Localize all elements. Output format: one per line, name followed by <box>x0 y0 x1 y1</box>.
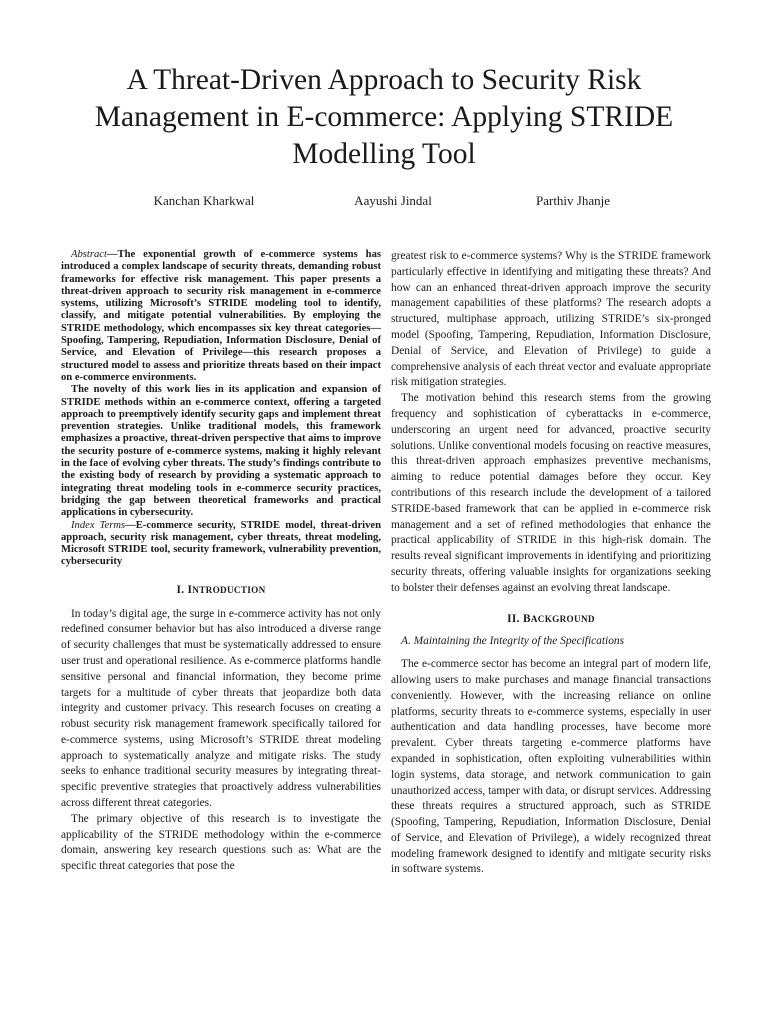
section-title-rest: ACKGROUND <box>530 613 595 624</box>
body-paragraph: The e-commerce sector has become an integral part of modern life, allowing users to make purchases and manage financial transactions conveniently. However, with the increasing reliance on online platforms, security threats to e-commerce systems, especially in user authentication and data handling processes, have become more prevalent. Cyber threats targeting e-commerce platforms have expanded in sophistication, often exploiting vulnerabilities within login systems, data storage, and network communication to gain unauthorized access, tamper with data, or disrupt services. Addressing these threats requires a structured approach, such as STRIDE (Spoofing, Tampering, Repudiation, Information Disclosure, Denial of Service, and Elevation of Privilege), a widely recognized threat modeling framework designed to identify and mitigate security risks in software systems. <box>391 658 711 876</box>
section-heading-introduction <box>61 583 381 599</box>
subsection-heading: A. Maintaining the Integrity of the Specifications <box>401 635 625 648</box>
body-paragraph: The primary objective of this research is to investigate the applicability of the STRIDE methodology within the e-commerce domain, answering key research questions such as: What are the specific threat categories that pose the <box>61 812 381 873</box>
author-name: Parthiv Jhanje <box>535 193 611 208</box>
author-name: Kanchan Kharkwal <box>153 193 255 208</box>
body-paragraph: In today’s digital age, the surge in e-commerce activity has not only redefined consumer behavior but has also introduced a diverse range of security challenges that must be systematically addressed to ensure user trust and operational resilience. As e-commerce platforms handle sensitive personal and financial information, they become prime targets for a multitude of cyber threats that jeopardize both data integrity and customer privacy. This research focuses on creating a robust security risk management framework specifically tailored for e-commerce systems, using Microsoft’s STRIDE threat modeling approach to systematically analyze and mitigate risks. The study seeks to enhance traditional security measures by integrating threat-specific preventive strategies that proactively address vulnerabilities across different threat categories. <box>61 607 381 810</box>
right-column <box>391 249 711 878</box>
section-title-rest: NTRODUCTION <box>192 584 266 595</box>
section-numeral: II. <box>507 612 520 625</box>
body-paragraph: greatest risk to e-commerce systems? Why is the STRIDE framework particularly effective in identifying and mitigating these threats? And how can an enhanced threat-driven approach improve the security management capabilities of these platforms? The research adopts a structured, multiphase approach, utilizing STRIDE’s six-pronged model (Spoofing, Tampering, Repudiation, Information Disclosure, Denial of Service, and Elevation of Privilege) to guide a comprehensive analysis of each threat vector and evaluate appropriate risk mitigation strategies. <box>391 250 711 389</box>
index-terms-label: Index Terms <box>71 519 126 531</box>
author-list <box>0 193 768 211</box>
abstract-paragraph: The novelty of this work lies in its application and expansion of STRIDE methods within an e-commerce context, offering a targeted approach to preemptively identify security gaps and implement threat prevention strategies. Unlike traditional models, this framework emphasizes a proactive, threat-driven perspective that aims to improve the security posture of e-commerce systems, making it highly relevant in the face of evolving cyber threats. The study’s findings contribute to the existing body of research by providing a systematic approach to integrating threat modeling tools in e-commerce security practices, bridging the gap between theoretical frameworks and practical applications in cybersecurity. <box>61 384 381 519</box>
abstract-label: Abstract <box>71 249 107 260</box>
left-column <box>61 249 381 875</box>
section-heading-background <box>391 612 711 628</box>
abstract <box>61 249 381 569</box>
body-paragraph: The motivation behind this research stems from the growing frequency and sophistication of cyberattacks in e-commerce, underscoring an urgent need for advanced, proactive security solutions. Unlike conventional models focusing on reactive measures, this threat-driven approach emphasizes preventive mechanisms, aiming to reduce potential damages before they occur. Key contributions of this research include the development of a tailored STRIDE-based framework that can be applied in e-commerce risk management and a set of refined methodologies that enhance the practical applicability of STRIDE in this high-risk domain. The results reveal significant improvements in identifying and prioritizing security threats, offering valuable insights for organizations seeking to bolster their defenses against an evolving threat landscape. <box>391 392 711 594</box>
section-title-initial: I <box>187 583 193 596</box>
section-numeral: I. <box>176 583 185 596</box>
index-terms <box>61 520 381 569</box>
paper-title: A Threat-Driven Approach to Security Risk Management in E-commerce: Applying STRIDE Modelling Tool <box>94 64 674 170</box>
abstract-text: —The exponential growth of e-commerce systems has introduced a complex landscape of security threats, demanding robust frameworks for effective risk management. This paper presents a threat-driven approach to security risk management in e-commerce systems, utilizing Microsoft’s STRIDE modeling tool to identify, classify, and mitigate potential vulnerabilities. By employing the STRIDE methodology, which encompasses six key threat categories—Spoofing, Tampering, Repudiation, Information Disclosure, Denial of Service, and Elevation of Privilege—this research proposes a structured model to assess and prioritize threats based on their impact on e-commerce environments. <box>61 249 381 383</box>
author-name: Aayushi Jindal <box>354 193 432 208</box>
abstract-paragraph <box>61 249 381 384</box>
index-terms-text: —E-commerce security, STRIDE model, threat-driven approach, security risk management, cyber threats, threat modeling, Microsoft STRIDE tool, security framework, vulnerability prevention, cybersecurity <box>61 519 381 568</box>
section-title-initial: B <box>522 612 531 625</box>
